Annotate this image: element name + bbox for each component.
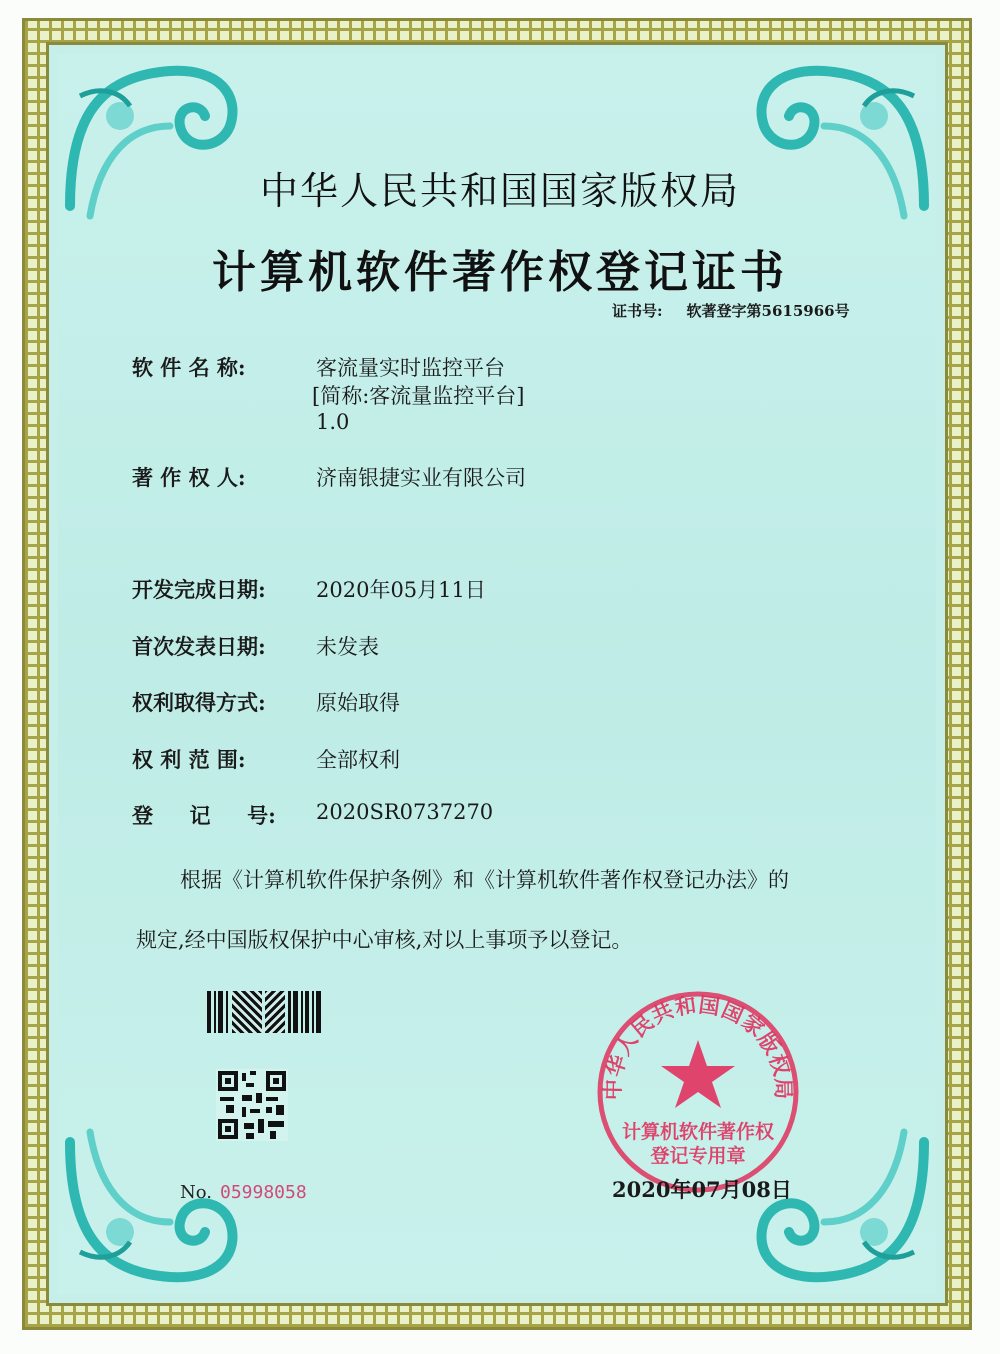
acquire-label: 权利取得方式: (132, 690, 266, 715)
reg-no-value: 2020SR0737270 (316, 800, 494, 824)
certificate-title: 计算机软件著作权登记证书 (212, 247, 788, 298)
certificate-number-label: 证书号: (612, 302, 663, 320)
statement-line-2: 规定,经中国版权保护中心审核,对以上事项予以登记。 (136, 928, 633, 952)
pub-date-value: 未发表 (316, 635, 379, 659)
owner-label: 著 作 权 人: (132, 465, 246, 490)
serial-label: No. (180, 1182, 212, 1203)
acquire-value: 原始取得 (316, 691, 400, 715)
software-name-value: 客流量实时监控平台 (316, 356, 505, 380)
reg-no-label: 登 记 号: (132, 803, 276, 828)
certificate-number-value: 软著登字第5615966号 (686, 302, 850, 320)
software-short-name: [简称:客流量监控平台] (312, 384, 525, 408)
seal-line-2: 登记专用章 (650, 1145, 746, 1167)
seal-ring-text: 中华人民共和国国家版权局 (600, 992, 796, 1101)
serial-value: 05998058 (220, 1182, 307, 1203)
software-name-label: 软 件 名 称: (132, 355, 246, 380)
issue-date: 2020年07月08日 (612, 1177, 792, 1202)
dev-date-value: 2020年05月11日 (316, 578, 486, 602)
scope-label: 权 利 范 围: (132, 747, 246, 772)
statement-line-1: 根据《计算机软件保护条例》和《计算机软件著作权登记办法》的 (180, 868, 789, 892)
dev-date-label: 开发完成日期: (132, 577, 266, 602)
software-version: 1.0 (316, 410, 350, 434)
serial-number (180, 1182, 307, 1203)
corner-ornament-icon (60, 1122, 250, 1292)
scope-value: 全部权利 (316, 748, 400, 772)
issuer-heading: 中华人民共和国国家版权局 (259, 169, 740, 213)
seal-line-1: 计算机软件著作权 (621, 1121, 775, 1143)
pub-date-label: 首次发表日期: (132, 634, 266, 659)
seal-star-icon (661, 1040, 735, 1108)
barcode (207, 991, 323, 1033)
official-seal (594, 988, 802, 1196)
qr-code-icon (216, 1069, 288, 1141)
owner-value: 济南银捷实业有限公司 (316, 466, 526, 490)
certificate-number (612, 300, 850, 321)
